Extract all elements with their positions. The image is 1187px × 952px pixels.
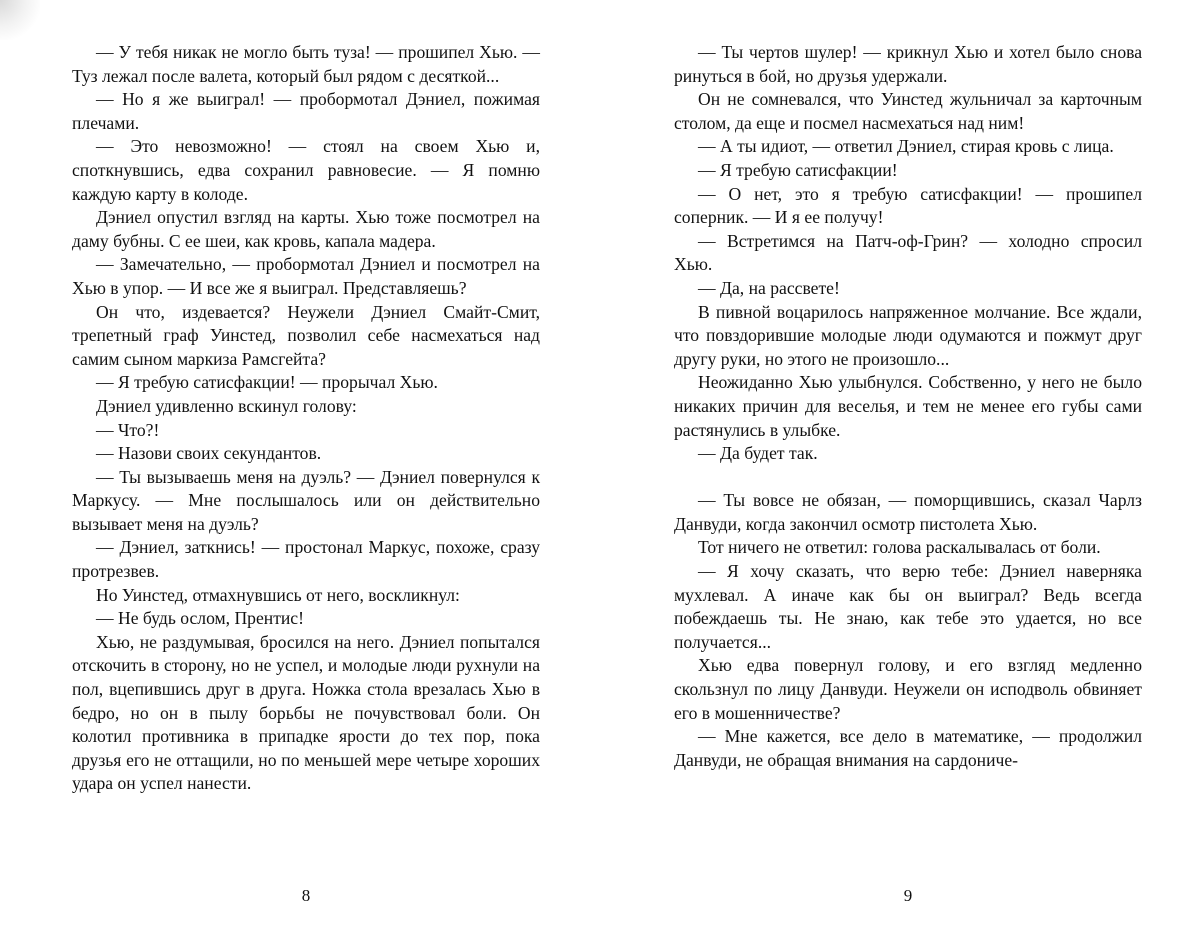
paragraph: — Да будет так. bbox=[698, 443, 818, 464]
paragraph: — О нет, это я требую сатисфакции! — прошипел соперник. — И я ее получу! bbox=[674, 183, 1142, 228]
paragraph: — Да, на рассвете! bbox=[698, 277, 840, 298]
paragraph: Он не сомневался, что Уинстед жульничал за карточным столом, да еще и посмел насмехаться над ним! bbox=[674, 89, 1142, 133]
paragraph: Хью едва повернул голову, и его взгляд медленно скользнул по лицу Данвуди. Неужели он исподволь обвиняет его в мошенничестве? bbox=[674, 655, 1142, 723]
paragraph: Дэниел опустил взгляд на карты. Хью тоже посмотрел на даму бубны. С ее шеи, как кровь, капала мадера. bbox=[72, 207, 540, 251]
paragraph: — Не будь ослом, Прентис! bbox=[96, 608, 304, 629]
page-number-right: 9 bbox=[903, 886, 913, 905]
paragraph: — Это невозможно! — стоял на своем Хью и, споткнувшись, едва сохранил равновесие. — Я помню каждую карту в колоде. bbox=[72, 136, 540, 204]
left-page bbox=[72, 41, 540, 881]
paragraph: — А ты идиот, — ответил Дэниел, стирая кровь с лица. bbox=[698, 136, 1114, 157]
paragraph: — Замечательно, — пробормотал Дэниел и посмотрел на Хью в упор. — И все же я выиграл. Представляешь? bbox=[72, 254, 540, 298]
paragraph: — Я требую сатисфакции! — прорычал Хью. bbox=[96, 372, 438, 393]
paragraph: Хью, не раздумывая, бросился на него. Дэниел попытался отскочить в сторону, но не успел, и молодые люди рухнули на пол, вцепившись друг в друга. Ножка стола врезалась Хью в бедро, но он в пылу борьбы не почувствовал боли. Он колотил противника в припадке ярости до тех пор, пока друзья его не оттащили, но по меньшей мере четыре хороших удара он успел нанести. bbox=[72, 631, 540, 794]
paragraph: — Мне кажется, все дело в математике, — продолжил Данвуди, не обращая внимания на сардониче- bbox=[674, 726, 1142, 770]
paragraph: Неожиданно Хью улыбнулся. Собственно, у него не было никаких причин для веселья, и тем не менее его губы сами растянулись в улыбке. bbox=[674, 372, 1142, 440]
paragraph: — Но я же выиграл! — пробормотал Дэниел, пожимая плечами. bbox=[72, 89, 540, 133]
paragraph: — Назови своих секундантов. bbox=[96, 443, 322, 464]
paragraph: — У тебя никак не могло быть туза! — прошипел Хью. — Туз лежал после валета, который был рядом с десяткой... bbox=[72, 42, 540, 86]
paragraph: Дэниел удивленно вскинул голову: bbox=[96, 395, 357, 416]
paragraph: В пивной воцарилось напряженное молчание. Все ждали, что повздорившие молодые люди одумаются и пожмут друг другу руки, но этого не произошло... bbox=[674, 301, 1142, 369]
paragraph: — Дэниел, заткнись! — простонал Маркус, похоже, сразу протрезвев. bbox=[72, 537, 540, 582]
paragraph: Он что, издевается? Неужели Дэниел Смайт-Смит, трепетный граф Уинстед, позволил себе насмехаться над самим сыном маркиза Рамсгейта? bbox=[72, 301, 540, 369]
paragraph: — Я хочу сказать, что верю тебе: Дэниел наверняка мухлевал. А иначе как бы он выиграл? Ведь всегда побеждаешь ты. Не знаю, как тебе это удается, но все получается... bbox=[674, 561, 1142, 652]
right-page bbox=[674, 41, 1142, 881]
paragraph: — Что?! bbox=[96, 419, 160, 440]
paragraph: — Ты вовсе не обязан, — поморщившись, сказал Чарлз Данвуди, когда закончил осмотр пистолета Хью. bbox=[674, 490, 1142, 534]
page-number-left: 8 bbox=[301, 886, 311, 905]
paragraph: — Встретимся на Патч-оф-Грин? — холодно спросил Хью. bbox=[674, 230, 1142, 275]
paragraph: — Ты чертов шулер! — крикнул Хью и хотел было снова ринуться в бой, но друзья удержали. bbox=[674, 42, 1142, 86]
paragraph: — Я требую сатисфакции! bbox=[698, 159, 898, 180]
page-corner-shadow bbox=[0, 0, 40, 40]
paragraph: — Ты вызываешь меня на дуэль? — Дэниел повернулся к Маркусу. — Мне послышалось или он действительно вызывает меня на дуэль? bbox=[72, 466, 540, 534]
paragraph: Но Уинстед, отмахнувшись от него, воскликнул: bbox=[96, 584, 460, 605]
paragraph: Тот ничего не ответил: голова раскалывалась от боли. bbox=[698, 537, 1101, 558]
